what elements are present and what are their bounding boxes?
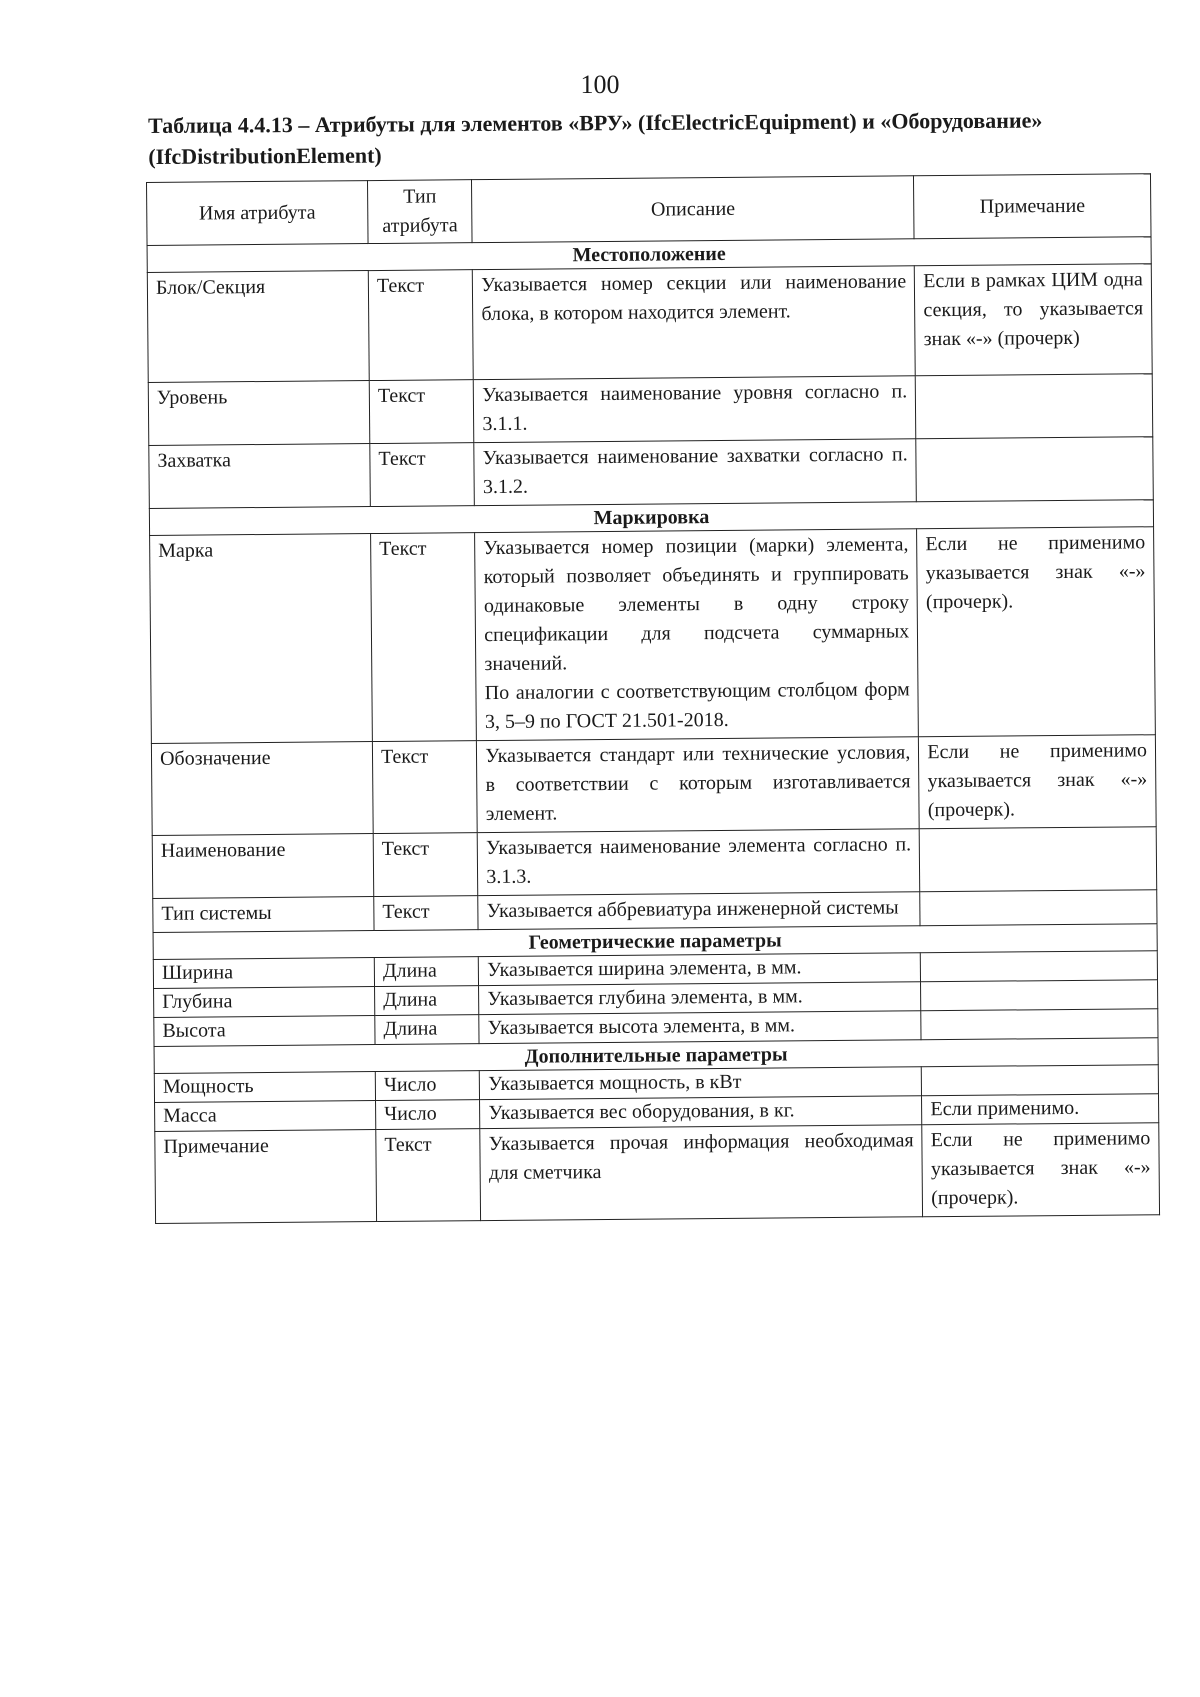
attribute-note: Если в рамках ЦИМ одна секция, то указывается знак «-» (прочерк): [915, 264, 1153, 376]
attribute-note: [916, 437, 1153, 502]
attribute-description: Указывается высота элемента, в мм.: [479, 1011, 921, 1044]
table-row: [151, 735, 1156, 836]
attributes-table: [146, 173, 1160, 1224]
attribute-type: Длина: [375, 986, 479, 1016]
attribute-note: [916, 374, 1153, 439]
table-row: [149, 437, 1154, 509]
section-title: Геометрические параметры: [153, 924, 1157, 960]
attribute-note: [919, 827, 1156, 892]
table-caption: Таблица 4.4.13 – Атрибуты для элементов «ВРУ» (IfcElectricEquipment) и «Оборудование» (IfcDistributionElement): [148, 107, 1043, 169]
attribute-name: Тип системы: [153, 897, 374, 933]
attribute-name: Наименование: [152, 834, 374, 899]
attribute-type: Текст: [373, 833, 478, 897]
attribute-type: Текст: [372, 741, 477, 834]
attribute-description: Указывается прочая информация необходимая для сметчика: [480, 1125, 923, 1221]
attribute-name: Уровень: [148, 381, 370, 446]
header-note: Примечание: [914, 174, 1151, 239]
attribute-name: Высота: [154, 1016, 375, 1047]
attribute-description: Указывается аббревиатура инженерной системы: [478, 892, 920, 930]
attribute-note: Если не применимо указывается знак «-» (прочерк).: [922, 1123, 1159, 1217]
attribute-type: Длина: [374, 957, 478, 987]
attribute-note: [921, 980, 1158, 1011]
section-geometry: [153, 924, 1158, 1047]
attribute-note: [921, 951, 1158, 982]
attribute-description: Указывается номер секции или наименование блока, в котором находится элемент.: [473, 266, 916, 380]
section-additional: [154, 1038, 1160, 1224]
attribute-name: Захватка: [149, 444, 371, 509]
attribute-name: Обозначение: [151, 742, 373, 836]
attribute-note: Если применимо.: [922, 1094, 1159, 1125]
attribute-description-extra: По аналогии с соответствующим столбцом форм 3, 5–9 по ГОСТ 21.501-2018.: [484, 678, 910, 734]
header-attribute-type: Тип атрибута: [368, 180, 473, 244]
attribute-note: [921, 1009, 1158, 1040]
attribute-name: Блок/Секция: [147, 271, 369, 383]
section-location: [147, 237, 1153, 509]
attribute-type: Текст: [368, 270, 473, 381]
attribute-type: Текст: [369, 380, 474, 444]
attribute-type: Текст: [370, 443, 475, 507]
attribute-note: Если не применимо указывается знак «-» (прочерк).: [917, 527, 1155, 737]
table-row: [150, 527, 1156, 744]
attribute-note: Если не применимо указывается знак «-» (прочерк).: [919, 735, 1156, 829]
attribute-description: Указывается ширина элемента, в мм.: [479, 953, 921, 986]
attribute-name: Марка: [150, 534, 373, 744]
section-marking: [149, 500, 1157, 933]
attribute-description: Указывается глубина элемента, в мм.: [479, 982, 921, 1015]
attribute-description: Указывается стандарт или технические условия, в соответствии с которым изготавливается элемент.: [477, 737, 920, 833]
attribute-description: [475, 529, 919, 741]
table-row: [147, 264, 1152, 383]
attribute-description: Указывается мощность, в кВт: [480, 1067, 922, 1100]
attribute-name: Глубина: [154, 987, 375, 1018]
table-header-row: [147, 174, 1152, 246]
attribute-description-main: Указывается номер позиции (марки) элемента, который позволяет объединять и группировать одинаковые элементы в одну строку спецификации для подсчета суммарных значений.: [483, 533, 910, 676]
attribute-description: Указывается наименование элемента согласно п. 3.1.3.: [477, 829, 920, 896]
attribute-type: Длина: [375, 1015, 479, 1045]
attribute-description: Указывается наименование захватки согласно п. 3.1.2.: [474, 439, 917, 506]
attribute-note: [920, 890, 1157, 926]
attribute-note: [922, 1065, 1159, 1096]
attribute-description: Указывается наименование уровня согласно п. 3.1.1.: [474, 376, 917, 443]
header-attribute-name: Имя атрибута: [147, 181, 369, 246]
attribute-name: Масса: [155, 1101, 376, 1132]
attribute-name: Примечание: [155, 1130, 377, 1224]
table-row: [148, 374, 1153, 446]
table-row: [155, 1123, 1160, 1224]
attribute-type: Текст: [371, 533, 477, 742]
section-title: Местоположение: [147, 237, 1151, 273]
attribute-description: Указывается вес оборудования, в кг.: [480, 1096, 922, 1129]
header-description: Описание: [472, 176, 915, 243]
attribute-type: Текст: [376, 1129, 481, 1222]
attribute-type: Текст: [374, 896, 479, 931]
attributes-table-container: [146, 173, 1160, 1224]
page-number: 100: [580, 70, 620, 99]
attribute-name: Мощность: [154, 1072, 375, 1103]
attribute-type: Число: [375, 1071, 479, 1101]
attribute-name: Ширина: [153, 958, 374, 989]
attribute-type: Число: [376, 1100, 480, 1130]
table-row: [152, 827, 1157, 899]
section-title: Маркировка: [149, 500, 1153, 536]
section-title: Дополнительные параметры: [154, 1038, 1158, 1074]
